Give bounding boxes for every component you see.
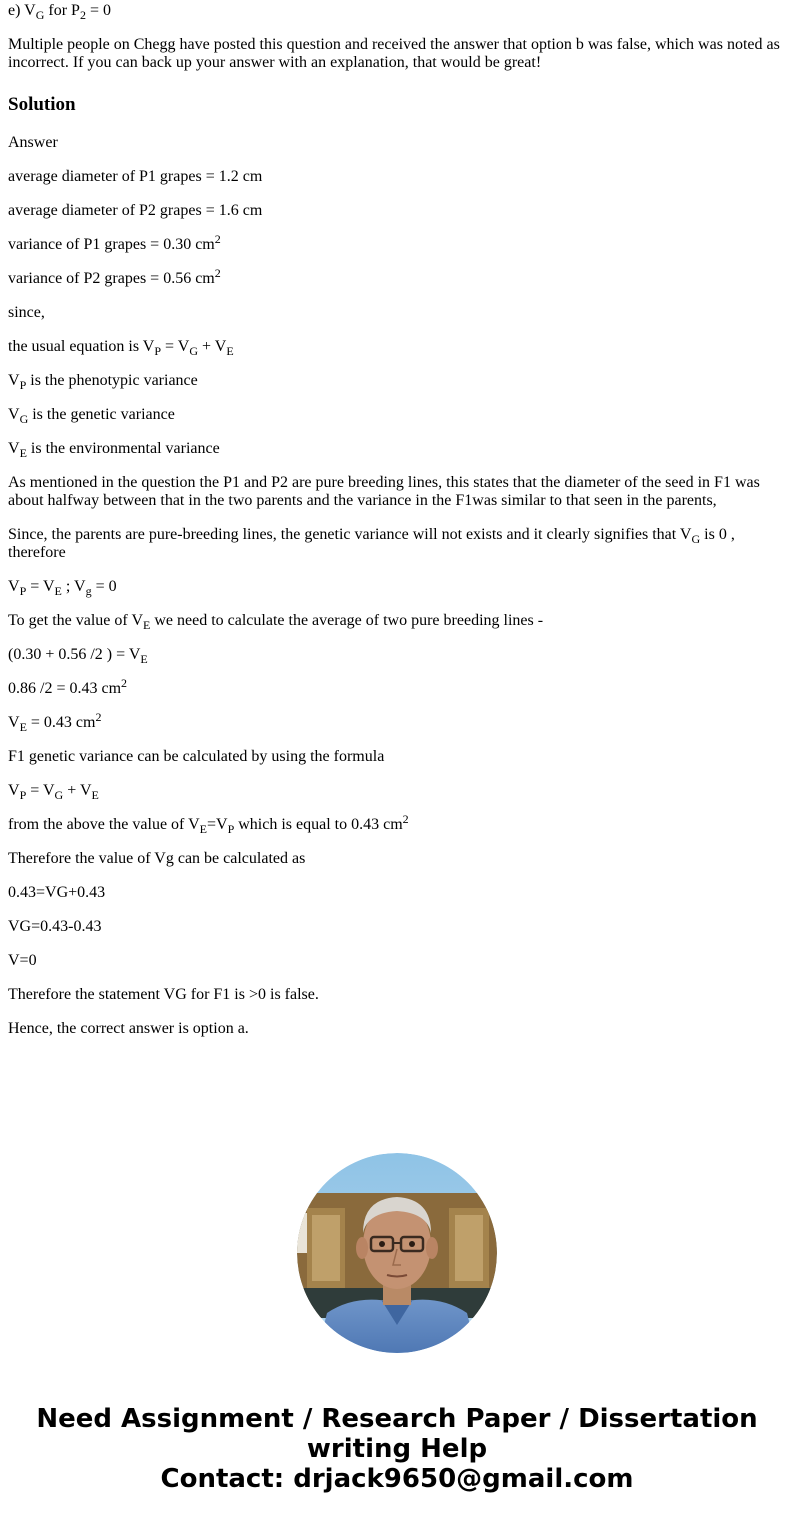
- subscript: E: [226, 344, 234, 358]
- text: =V: [206, 816, 228, 833]
- superscript: 2: [121, 676, 128, 690]
- text: (0.30 + 0.56 /2 ) = V: [8, 646, 141, 663]
- calc-line-1: 0.43=VG+0.43: [8, 884, 106, 901]
- superscript: 2: [214, 232, 221, 246]
- subscript: G: [19, 412, 29, 426]
- text: + V: [63, 782, 92, 799]
- formula-line: [8, 782, 786, 800]
- text: V: [8, 406, 20, 423]
- author-avatar: [297, 1153, 497, 1353]
- vp-definition-line: [8, 372, 786, 390]
- to-get-line: [8, 612, 786, 630]
- subscript: E: [91, 788, 99, 802]
- author-portrait-image: [297, 1153, 497, 1353]
- text: the usual equation is V: [8, 338, 155, 355]
- text: = V: [26, 578, 55, 595]
- text: is the genetic variance: [28, 406, 175, 423]
- p2-diameter-line: average diameter of P2 grapes = 1.6 cm: [8, 202, 263, 219]
- text: = V: [161, 338, 190, 355]
- text: from the above the value of V: [8, 816, 200, 833]
- text: + V: [198, 338, 227, 355]
- text: we need to calculate the average of two pure breeding lines -: [150, 612, 544, 629]
- text: Since, the parents are pure-breeding lines, the genetic variance will not exists and it clearly signifies that V: [8, 526, 692, 543]
- banner-line-2: writing Help: [306, 1434, 488, 1464]
- average-calc-line: [8, 646, 786, 664]
- text: To get the value of V: [8, 612, 143, 629]
- superscript: 2: [214, 266, 221, 280]
- text: is the environmental variance: [26, 440, 220, 457]
- text: 0.86 /2 = 0.43 cm: [8, 680, 122, 697]
- subscript: P: [19, 788, 27, 802]
- text: for P: [44, 2, 80, 19]
- banner-line-1: Need Assignment / Research Paper / Dissertation: [36, 1404, 758, 1434]
- text: ; V: [61, 578, 86, 595]
- ve-result-line: [8, 710, 786, 734]
- subscript: P: [154, 344, 162, 358]
- text: is the phenotypic variance: [26, 372, 198, 389]
- subscript: E: [54, 584, 62, 598]
- banner-contact-email: Contact: drjack9650@gmail.com: [160, 1464, 634, 1494]
- contact-banner: [0, 1404, 794, 1494]
- p1-diameter-line: average diameter of P1 grapes = 1.2 cm: [8, 168, 263, 185]
- text: V: [8, 440, 20, 457]
- text: = V: [26, 782, 55, 799]
- calc-line-3: V=0: [8, 952, 37, 969]
- subscript: P: [227, 822, 235, 836]
- subscript: G: [54, 788, 64, 802]
- text: = 0: [85, 2, 111, 19]
- text: e) V: [8, 2, 36, 19]
- subscript: E: [19, 720, 27, 734]
- conclusion-line: Hence, the correct answer is option a.: [8, 1020, 249, 1037]
- average-result-line: [8, 676, 786, 698]
- from-above-line: [8, 812, 786, 836]
- p1-variance-line: [8, 232, 786, 254]
- subscript: G: [35, 8, 45, 22]
- question-note: Multiple people on Chegg have posted this question and received the answer that option b was false, which was noted as incorrect. If you can back up your answer with an explanation, that would be great!: [8, 36, 780, 71]
- statement-false-line: Therefore the statement VG for F1 is >0 is false.: [8, 986, 319, 1003]
- superscript: 2: [402, 812, 409, 826]
- subscript: E: [140, 652, 148, 666]
- text: V: [8, 578, 20, 595]
- subscript: P: [19, 584, 27, 598]
- option-e-line: [8, 2, 786, 20]
- text: which is equal to 0.43 cm: [234, 816, 403, 833]
- text: V: [8, 782, 20, 799]
- superscript: 2: [95, 710, 102, 724]
- answer-label: Answer: [8, 134, 58, 151]
- mentioned-paragraph: As mentioned in the question the P1 and P2 are pure breeding lines, this states that the diameter of the seed in F1 was about halfway between that in the two parents and the variance in the F1was similar to that seen in the parents,: [8, 474, 760, 509]
- text: V: [8, 714, 20, 731]
- subscript: E: [19, 446, 27, 460]
- subscript: E: [143, 618, 151, 632]
- therefore-vg-line: Therefore the value of Vg can be calculated as: [8, 850, 306, 867]
- since-line: since,: [8, 304, 45, 321]
- text: V: [8, 372, 20, 389]
- vp-equals-ve-line: [8, 578, 786, 596]
- text: variance of P1 grapes = 0.30 cm: [8, 236, 215, 253]
- usual-equation-line: [8, 338, 786, 356]
- subscript: P: [19, 378, 27, 392]
- text: = 0.43 cm: [26, 714, 96, 731]
- subscript: G: [189, 344, 199, 358]
- parents-pure-paragraph: [8, 526, 786, 562]
- text: is 0 , therefore: [8, 526, 735, 561]
- solution-document: [8, 0, 786, 1054]
- subscript: E: [199, 822, 207, 836]
- p2-variance-line: [8, 266, 786, 288]
- subscript: g: [85, 584, 92, 598]
- text: = 0: [91, 578, 117, 595]
- calc-line-2: VG=0.43-0.43: [8, 918, 102, 935]
- text: variance of P2 grapes = 0.56 cm: [8, 270, 215, 287]
- ve-definition-line: [8, 440, 786, 458]
- vg-definition-line: [8, 406, 786, 424]
- subscript: 2: [79, 8, 86, 22]
- solution-heading: Solution: [8, 94, 76, 115]
- f1-formula-intro: F1 genetic variance can be calculated by using the formula: [8, 748, 385, 765]
- subscript: G: [691, 532, 701, 546]
